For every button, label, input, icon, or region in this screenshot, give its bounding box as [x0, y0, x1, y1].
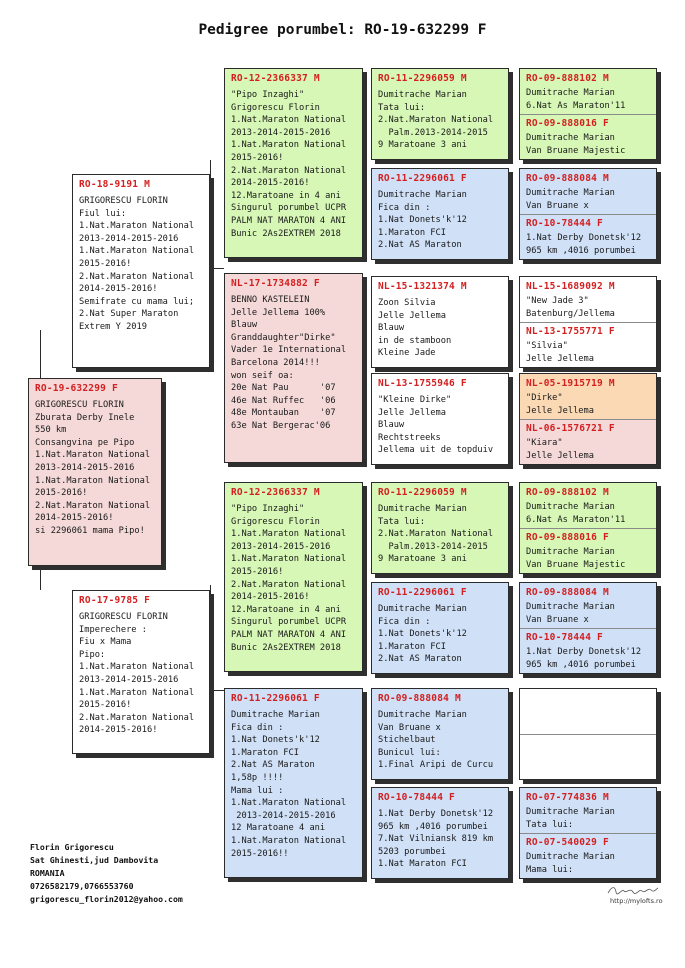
gen5-pair — [519, 168, 657, 260]
great-grandparent-card[interactable] — [371, 582, 509, 674]
ancestor-entry[interactable] — [520, 628, 656, 673]
card-text: Dumitrache Marian Fica din : 1.Nat Donets'k'12 1.Maraton FCI 2.Nat AS Maraton — [378, 604, 467, 665]
gen5-pair-empty — [519, 688, 657, 780]
card-text: Dumitrache Marian Van Bruane x — [526, 188, 615, 211]
great-grandparent-card[interactable] — [371, 482, 509, 574]
card-text: BENNO KASTELEIN Jelle Jellema 100% Blauw Granddaughter"Dirke" Vader 1e International Barcelona 2014!!! won seif oa: 20e Nat Pau '07 46e Nat Ruffec '06 48e Montauban '07 63e Nat Bergerac'06 — [231, 295, 347, 431]
great-grandparent-card[interactable] — [371, 373, 509, 465]
ring-number: NL-15-1321374 M — [378, 281, 467, 292]
ring-number: RO-11-2296061 F — [378, 173, 467, 184]
gen5-pair — [519, 276, 657, 368]
ancestor-entry[interactable] — [520, 69, 656, 114]
ancestor-entry[interactable] — [520, 374, 656, 419]
card-text: "Pipo Inzaghi" Grigorescu Florin 1.Nat.Maraton National 2013-2014-2015-2016 1.Nat.Maraton National 2015-2016! 2.Nat.Maraton National 2014-2015-2016! 12.Maratoane in 4 ani Singurul porumbel UCPR PALM NAT MARATON 4 ANI Bunic 2As2EXTREM 2018 — [231, 90, 347, 239]
connector-line — [40, 330, 41, 378]
ring-number: RO-09-888102 M — [526, 487, 609, 498]
divider — [520, 322, 656, 323]
ring-number: RO-09-888084 M — [526, 173, 609, 184]
card-text: "Kleine Dirke" Jelle Jellema Blauw Rechtstreeks Jellema uit de topduiv — [378, 395, 494, 456]
ring-number: RO-10-78444 F — [526, 632, 603, 643]
connector-line — [210, 160, 211, 310]
ring-number: RO-07-540029 F — [526, 837, 609, 848]
ancestor-entry[interactable] — [520, 214, 656, 259]
dam-card[interactable] — [72, 590, 210, 754]
ring-number: RO-12-2366337 M — [231, 73, 320, 84]
card-text: Dumitrache Marian 6.Nat As Maraton'11 — [526, 88, 626, 111]
connector-line — [40, 566, 41, 590]
card-text: GRIGORESCU FLORIN Zburata Derby Inele 550 km Consangvina pe Pipo 1.Nat.Maraton National 2013-2014-2015-2016 1.Nat.Maraton National 2015-2016! 2.Nat.Maraton National 2014-2015-2016! si 2296061 mama Pipo! — [35, 400, 151, 536]
ring-number: RO-19-632299 F — [35, 383, 118, 394]
ring-number: RO-10-78444 F — [526, 218, 603, 229]
card-text: Dumitrache Marian Van Bruane x — [526, 602, 615, 625]
ring-number: RO-11-2296059 M — [378, 73, 467, 84]
divider — [520, 628, 656, 629]
card-text: GRIGORESCU FLORIN Imperechere : Fiu x Mama Pipo: 1.Nat.Maraton National 2013-2014-2015-2016 1.Nat.Maraton National 2015-2016! 2.Nat.Maraton National 2014-2015-2016! — [79, 612, 195, 736]
ancestor-entry[interactable] — [520, 114, 656, 159]
card-text: "Kiara" Jelle Jellema — [526, 438, 594, 461]
divider — [520, 734, 656, 735]
card-text: Dumitrache Marian Van Bruane x Stichelbaut Bunicul lui: 1.Final Aripi de Curcu — [378, 710, 494, 771]
ring-number: NL-05-1915719 M — [526, 378, 615, 389]
ring-number: RO-07-774836 M — [526, 792, 609, 803]
ancestor-entry[interactable] — [520, 583, 656, 628]
gen5-pair — [519, 482, 657, 574]
divider — [520, 528, 656, 529]
card-text: Zoon Silvia Jelle Jellema Blauw in de stamboon Kleine Jade — [378, 298, 452, 359]
great-grandparent-card[interactable] — [371, 68, 509, 160]
subject-card[interactable] — [28, 378, 162, 566]
gen5-pair — [519, 68, 657, 160]
ring-number: RO-10-78444 F — [378, 792, 455, 803]
ring-number: NL-15-1689092 M — [526, 281, 615, 292]
card-text: Dumitrache Marian Fica din : 1.Nat Donets'k'12 1.Maraton FCI 2.Nat AS Maraton 1,58p !!!! Mama lui : 1.Nat.Maraton National 2013-2014-2015-2016 12 Maratoane 4 ani 1.Nat.Maraton National 2015-2016!! — [231, 710, 347, 859]
grandparent-card[interactable] — [224, 688, 363, 878]
card-text: GRIGORESCU FLORIN Fiul lui: 1.Nat.Maraton National 2013-2014-2015-2016 1.Nat.Maraton National 2015-2016! 2.Nat.Maraton National 2014-2015-2016! Semifrate cu mama lui; 2.Nat Super Maraton Extrem Y 2019 — [79, 196, 195, 332]
ring-number: RO-09-888084 M — [526, 587, 609, 598]
connector-line — [210, 268, 224, 269]
ancestor-entry[interactable] — [520, 322, 656, 367]
ring-number: RO-09-888016 F — [526, 118, 609, 129]
ring-number: NL-17-1734882 F — [231, 278, 320, 289]
card-text: Dumitrache Marian Tata lui: — [526, 807, 615, 830]
card-text: 1.Nat Derby Donetsk'12 965 km ,4016 porumbei — [526, 647, 642, 670]
watermark-url: http://mylofts.ro — [610, 897, 663, 905]
ancestor-entry[interactable] — [520, 788, 656, 833]
great-grandparent-card[interactable] — [371, 276, 509, 368]
grandparent-card[interactable] — [224, 482, 363, 672]
ring-number: NL-13-1755771 F — [526, 326, 615, 337]
grandparent-card[interactable] — [224, 68, 363, 258]
ancestor-entry[interactable] — [520, 419, 656, 465]
ring-number: RO-11-2296059 M — [378, 487, 467, 498]
ancestor-entry[interactable] — [520, 277, 656, 322]
page-title: Pedigree porumbel: RO-19-632299 F — [198, 22, 487, 38]
ring-number — [520, 689, 656, 695]
ring-number: RO-11-2296061 F — [231, 693, 320, 704]
card-text: Dumitrache Marian Fica din : 1.Nat Donets'k'12 1.Maraton FCI 2.Nat AS Maraton — [378, 190, 467, 251]
card-text: "Pipo Inzaghi" Grigorescu Florin 1.Nat.Maraton National 2013-2014-2015-2016 1.Nat.Maraton National 2015-2016! 2.Nat.Maraton National 2014-2015-2016! 12.Maratoane in 4 ani Singurul porumbel UCPR PALM NAT MARATON 4 ANI Bunic 2As2EXTREM 2018 — [231, 504, 347, 653]
card-text: 1.Nat Derby Donetsk'12 965 km ,4016 porumbei 7.Nat Vilniansk 819 km 5203 porumbei 1.Nat Maraton FCI — [378, 809, 494, 870]
card-text: Dumitrache Marian Van Bruane Majestic — [526, 133, 626, 156]
ancestor-entry[interactable] — [520, 483, 656, 528]
ring-number: RO-18-9191 M — [79, 179, 151, 190]
connector-line — [210, 690, 224, 691]
card-text: Dumitrache Marian Van Bruane Majestic — [526, 547, 626, 570]
divider — [520, 833, 656, 834]
signature-icon — [606, 884, 660, 896]
card-text: "Silvia" Jelle Jellema — [526, 341, 594, 364]
gen5-pair — [519, 373, 657, 465]
card-text: 1.Nat Derby Donetsk'12 965 km ,4016 porumbei — [526, 233, 642, 256]
divider — [520, 419, 656, 420]
divider — [520, 114, 656, 115]
gen5-pair — [519, 787, 657, 879]
card-text: Dumitrache Marian Mama lui: — [526, 852, 615, 875]
ring-number: NL-06-1576721 F — [526, 423, 615, 434]
ring-number: RO-09-888102 M — [526, 73, 609, 84]
ancestor-entry[interactable] — [520, 169, 656, 214]
gen5-pair — [519, 582, 657, 674]
ring-number: NL-13-1755946 F — [378, 378, 467, 389]
great-grandparent-card[interactable] — [371, 168, 509, 260]
card-text: Dumitrache Marian 6.Nat As Maraton'11 — [526, 502, 626, 525]
great-grandparent-card[interactable] — [371, 787, 509, 879]
ancestor-entry[interactable] — [520, 528, 656, 573]
card-text: "Dirke" Jelle Jellema — [526, 393, 594, 416]
ring-number: RO-11-2296061 F — [378, 587, 467, 598]
card-text: Dumitrache Marian Tata lui: 2.Nat.Maraton National Palm.2013-2014-2015 9 Maratoane 3 ani — [378, 504, 494, 565]
divider — [520, 214, 656, 215]
ancestor-entry[interactable] — [520, 833, 656, 878]
ring-number: RO-17-9785 F — [79, 595, 151, 606]
card-text: Dumitrache Marian Tata lui: 2.Nat.Maraton National Palm.2013-2014-2015 9 Maratoane 3 ani — [378, 90, 494, 151]
ancestor-entry[interactable] — [520, 734, 656, 779]
ring-number: RO-09-888084 M — [378, 693, 461, 704]
ancestor-entry[interactable] — [520, 689, 656, 734]
great-grandparent-card[interactable] — [371, 688, 509, 780]
owner-contact: Florin Grigorescu Sat Ghinesti,jud Dambovita ROMANIA 0726582179,0766553760 grigorescu_florin2012@yahoo.com — [30, 842, 183, 904]
sire-card[interactable] — [72, 174, 210, 368]
ring-number: RO-09-888016 F — [526, 532, 609, 543]
grandparent-card[interactable] — [224, 273, 363, 463]
card-text: "New Jade 3" Batenburg/Jellema — [526, 296, 615, 319]
ring-number: RO-12-2366337 M — [231, 487, 320, 498]
connector-line — [210, 585, 211, 725]
